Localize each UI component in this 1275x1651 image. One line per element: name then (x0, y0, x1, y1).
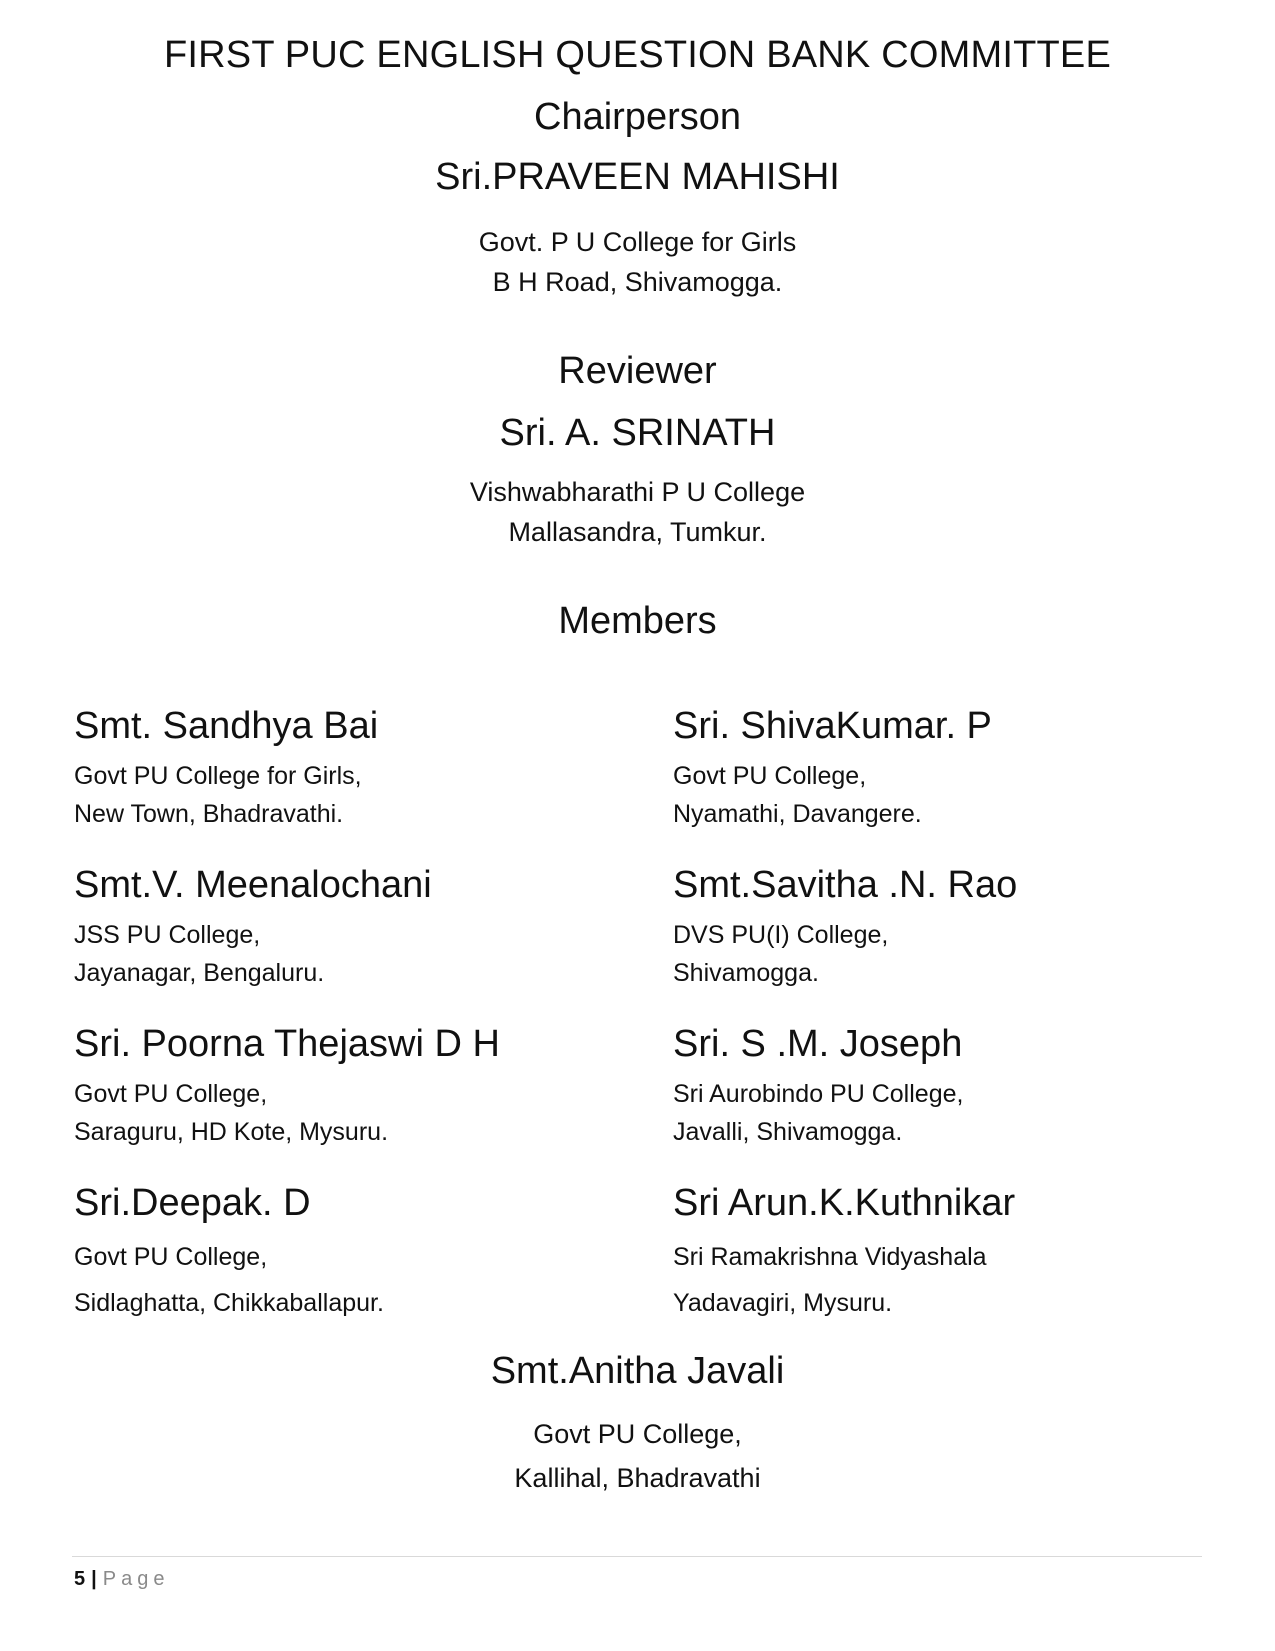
member-address-line-1: Sri Ramakrishna Vidyashala (673, 1243, 987, 1271)
member-address (673, 1234, 1015, 1326)
member-address-line-1: DVS PU(I) College, (673, 921, 889, 949)
member-card (673, 703, 992, 833)
member-address-line-1: Govt PU College, (533, 1419, 742, 1449)
member-name: Smt.Savitha .N. Rao (673, 864, 1018, 906)
member-name: Sri.Deepak. D (74, 1182, 311, 1224)
member-card (74, 1021, 500, 1151)
reviewer-heading: Reviewer (558, 350, 717, 392)
member-address-line-2: Javalli, Shivamogga. (673, 1118, 903, 1146)
member-address-line-2: Jayanagar, Bengaluru. (74, 959, 325, 987)
member-address-line-2: Nyamathi, Davangere. (673, 800, 922, 828)
reviewer-address-line-2: Mallasandra, Tumkur. (508, 517, 767, 547)
member-address-line-2: New Town, Bhadravathi. (74, 800, 344, 828)
page-number: 5 (74, 1568, 86, 1590)
member-address-line-1: Govt PU College, (74, 1243, 268, 1271)
page-footer (74, 1568, 169, 1591)
member-card (74, 703, 378, 833)
member-address-line-1: JSS PU College, (74, 921, 261, 949)
page-label: Page (102, 1568, 170, 1590)
chairperson-name: Sri.PRAVEEN MAHISHI (435, 156, 840, 198)
member-name: Smt. Sandhya Bai (74, 705, 379, 747)
member-address-line-1: Govt PU College, (74, 1080, 268, 1108)
member-address (673, 757, 992, 833)
footer-separator: | (91, 1568, 97, 1590)
member-address (673, 916, 1017, 992)
member-card (74, 1180, 384, 1326)
member-address-line-1: Govt PU College, (673, 762, 867, 790)
chairperson-address-line-2: B H Road, Shivamogga. (492, 267, 783, 297)
member-address-line-2: Saraguru, HD Kote, Mysuru. (74, 1118, 389, 1146)
document-title: FIRST PUC ENGLISH QUESTION BANK COMMITTEE (163, 34, 1112, 76)
member-name: Sri. ShivaKumar. P (673, 705, 992, 747)
member-card (673, 1180, 1015, 1326)
member-name: Smt.Anitha Javali (490, 1350, 785, 1392)
reviewer-name: Sri. A. SRINATH (499, 412, 776, 454)
member-address (74, 1234, 384, 1326)
member-card (673, 862, 1017, 992)
member-name: Sri. S .M. Joseph (673, 1023, 963, 1065)
footer-divider (72, 1556, 1202, 1557)
member-name: Sri Arun.K.Kuthnikar (673, 1182, 1016, 1224)
member-address-line-2: Kallihal, Bhadravathi (514, 1463, 761, 1493)
chairperson-heading: Chairperson (534, 96, 741, 138)
chairperson-address-line-1: Govt. P U College for Girls (478, 227, 797, 257)
member-address (673, 1075, 963, 1151)
member-card (74, 862, 432, 992)
member-address-line-1: Govt PU College for Girls, (74, 762, 362, 790)
member-card (673, 1021, 963, 1151)
member-name: Smt.V. Meenalochani (74, 864, 432, 906)
member-address (74, 1075, 500, 1151)
member-name: Sri. Poorna Thejaswi D H (74, 1023, 500, 1065)
member-address-line-2: Sidlaghatta, Chikkaballapur. (74, 1289, 384, 1317)
members-heading: Members (558, 600, 717, 642)
member-address (74, 757, 378, 833)
member-address (74, 916, 432, 992)
reviewer-address-line-1: Vishwabharathi P U College (469, 477, 806, 507)
member-address-line-2: Yadavagiri, Mysuru. (673, 1289, 893, 1317)
member-address-line-2: Shivamogga. (673, 959, 819, 987)
member-address-line-1: Sri Aurobindo PU College, (673, 1080, 964, 1108)
